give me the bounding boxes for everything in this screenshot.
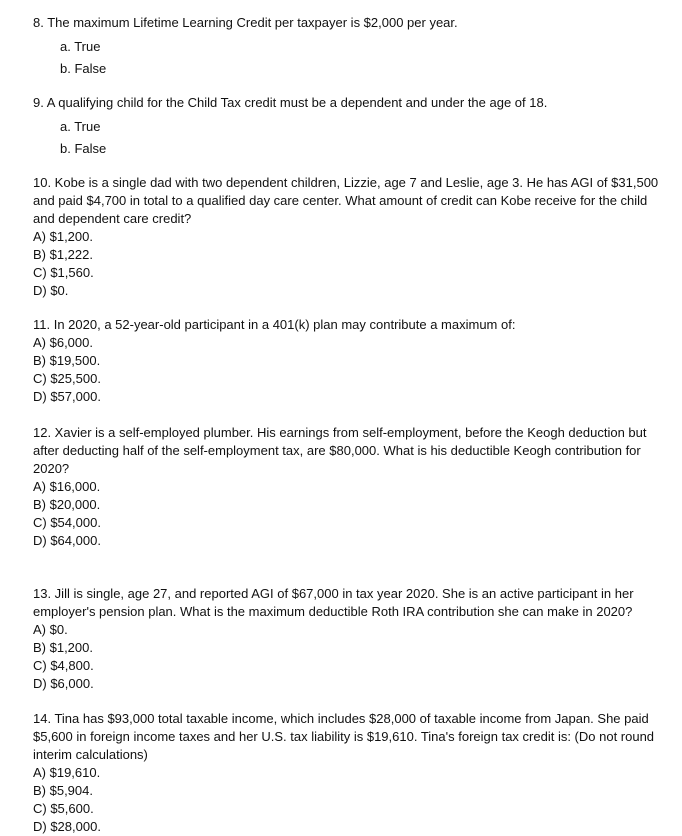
question-14	[33, 710, 661, 836]
answer-option: D) $57,000.	[33, 389, 101, 404]
answer-option: a. True	[60, 119, 101, 134]
answer-option: A) $16,000.	[33, 479, 101, 494]
question-8	[33, 14, 661, 80]
question-10	[33, 174, 661, 300]
answer-options	[33, 116, 661, 160]
answer-option: C) $54,000.	[33, 515, 101, 530]
question-stem: 10. Kobe is a single dad with two dependent children, Lizzie, age 7 and Leslie, age 3. He has AGI of $31,500 and paid $4,700 in total to a qualified day care center. What amount of credit can Kobe receive for the child and dependent care credit?	[33, 175, 659, 226]
question-12	[33, 424, 661, 550]
answer-option: b. False	[60, 141, 107, 156]
answer-option: B) $5,904.	[33, 783, 93, 798]
question-9	[33, 94, 661, 160]
question-13	[33, 585, 661, 693]
answer-option: B) $19,500.	[33, 353, 101, 368]
answer-option: B) $1,200.	[33, 640, 93, 655]
question-stem: 14. Tina has $93,000 total taxable income, which includes $28,000 of taxable income from Japan. She paid $5,600 in foreign income taxes and her U.S. tax liability is $19,610. Tina's foreign tax credit is: (Do not round interim calculations)	[33, 711, 655, 762]
answer-option: a. True	[60, 39, 101, 54]
answer-option: A) $1,200.	[33, 229, 93, 244]
answer-option: D) $64,000.	[33, 533, 101, 548]
answer-option: D) $28,000.	[33, 819, 101, 834]
answer-options	[33, 621, 661, 693]
answer-option: B) $20,000.	[33, 497, 101, 512]
answer-option: C) $5,600.	[33, 801, 94, 816]
answer-option: A) $0.	[33, 622, 68, 637]
question-11	[33, 316, 661, 406]
answer-options	[33, 228, 661, 300]
answer-option: C) $25,500.	[33, 371, 101, 386]
answer-options	[33, 478, 661, 550]
question-stem: 8. The maximum Lifetime Learning Credit per taxpayer is $2,000 per year.	[33, 15, 458, 30]
answer-option: A) $19,610.	[33, 765, 101, 780]
answer-options	[33, 334, 661, 406]
answer-options	[33, 764, 661, 836]
question-stem: 9. A qualifying child for the Child Tax credit must be a dependent and under the age of 18.	[33, 95, 548, 110]
question-stem: 12. Xavier is a self-employed plumber. His earnings from self-employment, before the Keogh deduction but after deducting half of the self-employment tax, are $80,000. What is his deductible Keogh contribution for 2020?	[33, 425, 647, 476]
answer-option: D) $6,000.	[33, 676, 94, 691]
answer-option: C) $1,560.	[33, 265, 94, 280]
answer-options	[33, 36, 661, 80]
answer-option: D) $0.	[33, 283, 69, 298]
question-stem: 13. Jill is single, age 27, and reported AGI of $67,000 in tax year 2020. She is an active participant in her employer's pension plan. What is the maximum deductible Roth IRA contribution she can make in 2020?	[33, 586, 634, 619]
answer-option: A) $6,000.	[33, 335, 93, 350]
answer-option: B) $1,222.	[33, 247, 93, 262]
answer-option: C) $4,800.	[33, 658, 94, 673]
question-stem: 11. In 2020, a 52-year-old participant in a 401(k) plan may contribute a maximum of:	[33, 317, 516, 332]
answer-option: b. False	[60, 61, 107, 76]
